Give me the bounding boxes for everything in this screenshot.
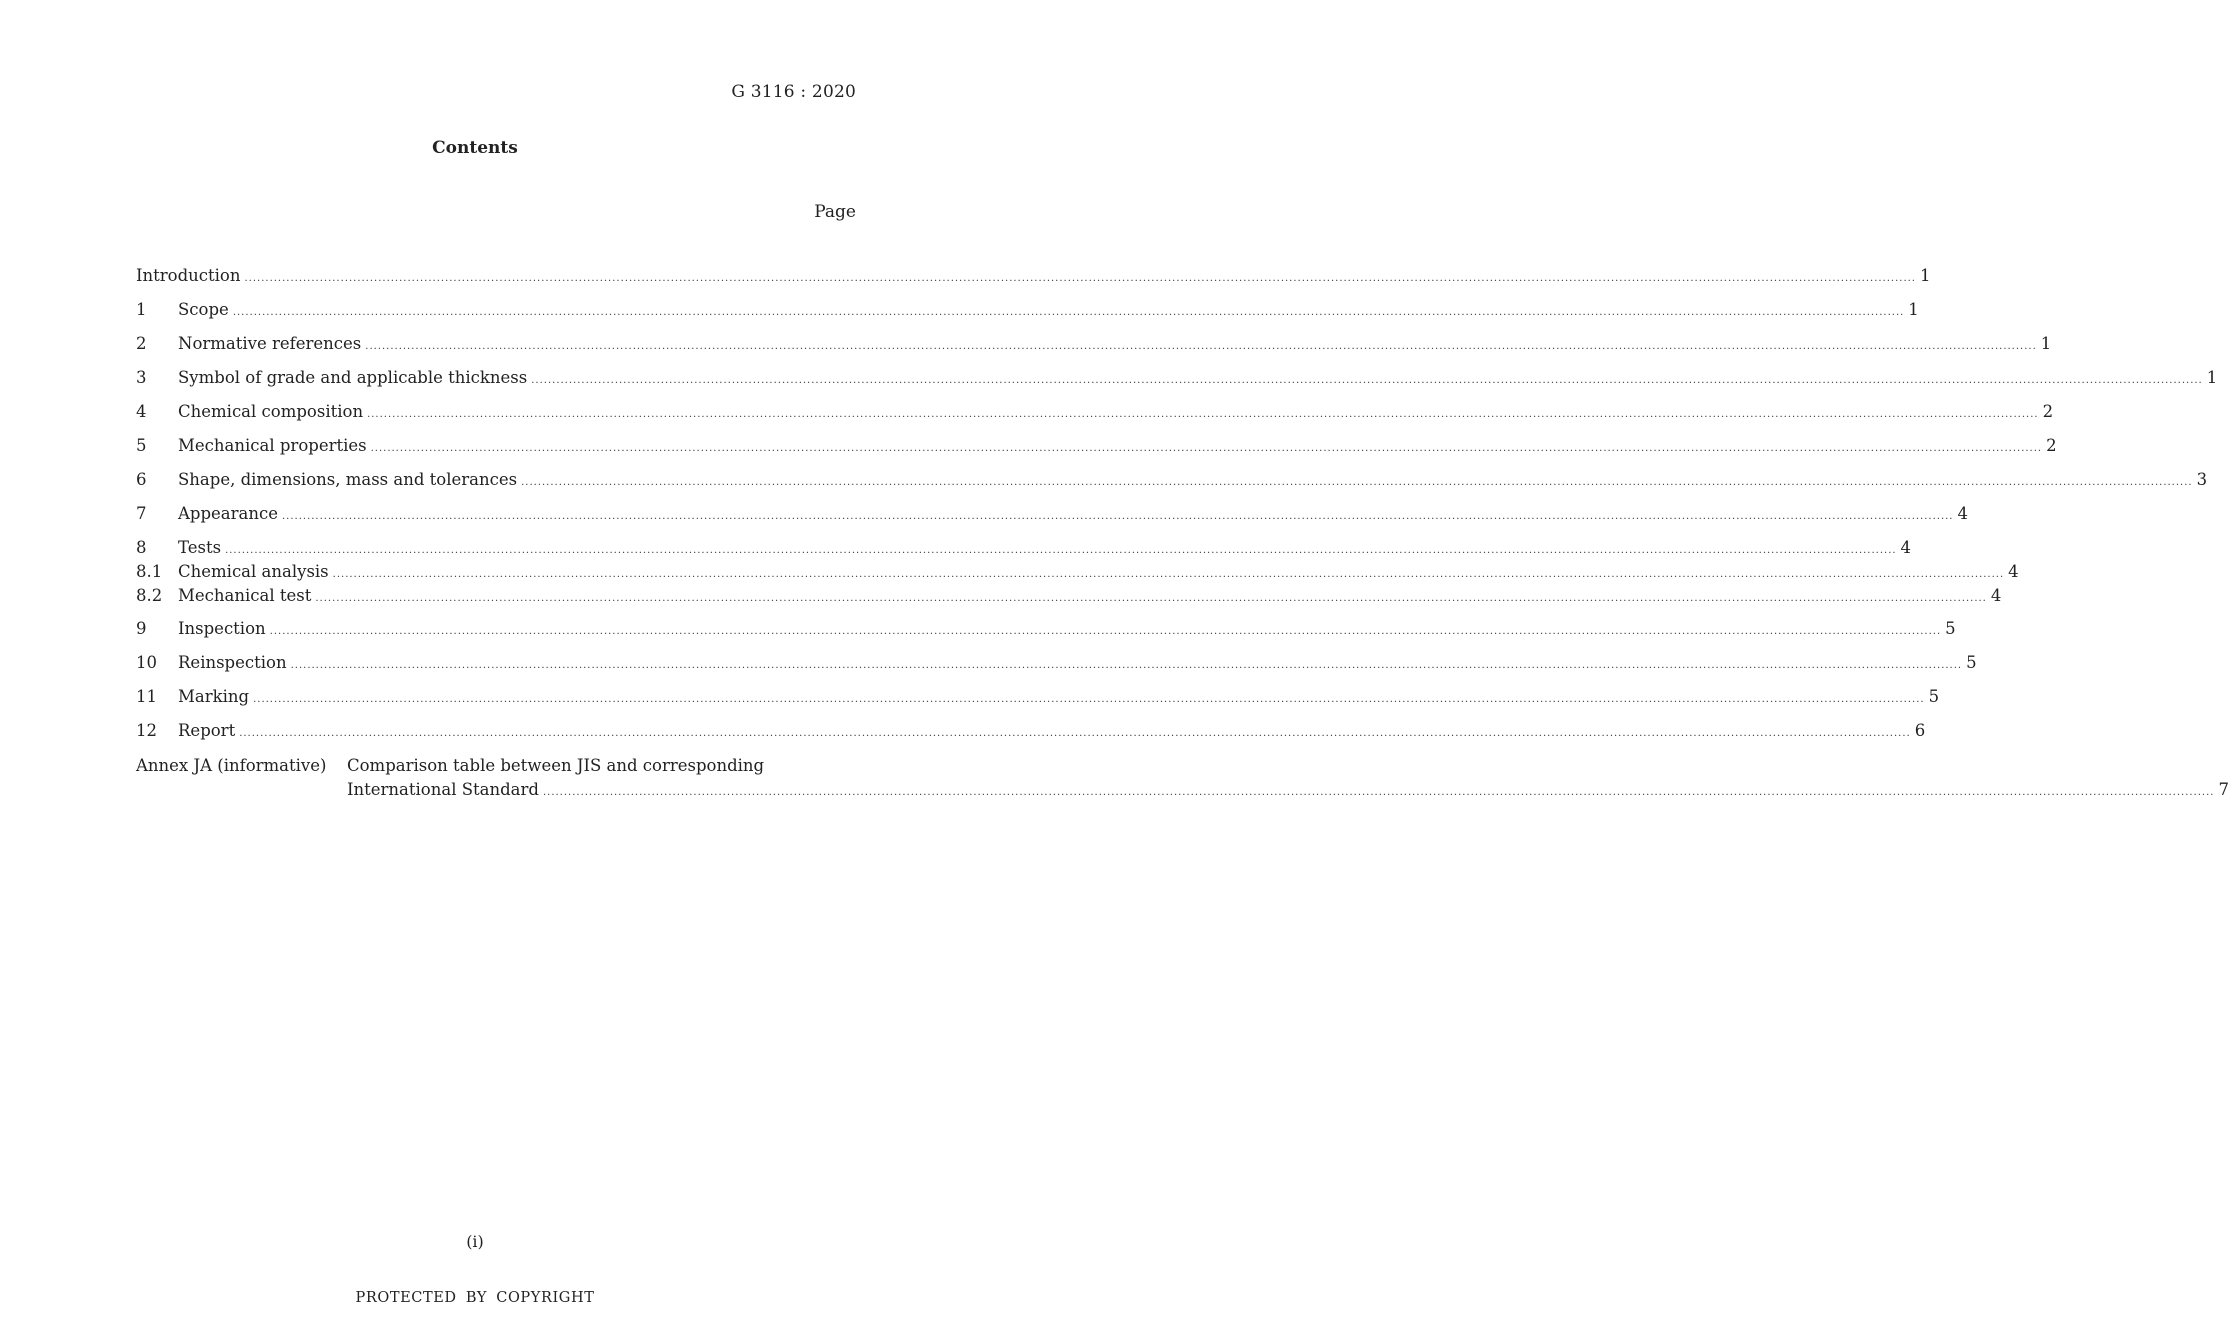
dot-leader: ................................................................................................................................................................................................................................................................................................................................................................................................................ (315, 593, 1987, 604)
toc-entry-number: 9 (136, 619, 147, 638)
dot-leader: ................................................................................................................................................................................................................................................................................................................................................................................................................ (282, 511, 1954, 522)
toc-entry-page: 5 (1966, 653, 1977, 672)
dot-leader: ................................................................................................................................................................................................................................................................................................................................................................................................................ (370, 443, 2043, 454)
toc-entry-title: Normative references (178, 333, 365, 355)
toc-entry-number: 3 (136, 368, 147, 387)
dot-leader: ................................................................................................................................................................................................................................................................................................................................................................................................................ (253, 694, 1925, 705)
annex-title-line1: Comparison table between JIS and corresponding (347, 756, 765, 775)
dot-leader: ................................................................................................................................................................................................................................................................................................................................................................................................................ (225, 545, 1897, 556)
toc-entry-number: 8 (136, 538, 147, 557)
toc-entry-title: Report (178, 720, 239, 742)
toc-entry-title: Tests (178, 537, 225, 559)
toc-entry-page: 6 (1914, 721, 1926, 740)
toc-entry-9[interactable] (136, 618, 1956, 640)
toc-entry-number: 2 (136, 334, 147, 353)
toc-entry-number: 10 (136, 653, 157, 672)
toc-entry-1[interactable] (136, 299, 1919, 321)
toc-entry-title: Chemical analysis (178, 561, 333, 583)
dot-leader: ................................................................................................................................................................................................................................................................................................................................................................................................................ (367, 409, 2039, 420)
toc-entry-title: Shape, dimensions, mass and tolerances (178, 469, 521, 491)
toc-entry-title: Reinspection (178, 652, 291, 674)
toc-entry-title: Chemical composition (178, 401, 367, 423)
toc-entry-5[interactable] (136, 435, 2057, 457)
toc-entry-page: 1 (1919, 266, 1931, 285)
toc-entry-8-1[interactable] (136, 561, 2019, 583)
toc-entry-page: 2 (2042, 402, 2054, 421)
dot-leader: ................................................................................................................................................................................................................................................................................................................................................................................................................ (365, 341, 2037, 352)
toc-entry-annex-ja[interactable] (136, 755, 843, 777)
toc-entry-page: 1 (2206, 368, 2218, 387)
dot-leader: ................................................................................................................................................................................................................................................................................................................................................................................................................ (239, 728, 1911, 739)
standard-code: G 3116 : 2020 (731, 82, 856, 102)
toc-entry-page: 4 (2008, 562, 2019, 581)
toc-entry-title: Mechanical test (178, 585, 315, 607)
toc-entry-title: Mechanical properties (178, 435, 371, 457)
dot-leader: ................................................................................................................................................................................................................................................................................................................................................................................................................ (542, 787, 2215, 798)
toc-entry-page: 7 (2218, 780, 2229, 799)
toc-entry-page: 5 (1928, 687, 1940, 706)
toc-entry-page: 1 (2040, 334, 2052, 353)
toc-entry-2[interactable] (136, 333, 2052, 355)
toc-entry-7[interactable] (136, 503, 1968, 525)
toc-entry-11[interactable] (136, 686, 1940, 708)
page-title: Contents (432, 138, 518, 158)
toc-entry-page: 4 (1957, 504, 1968, 523)
toc-entry-number: 7 (136, 504, 147, 523)
toc-entry-title: Marking (178, 686, 253, 708)
page-folio: (i) (466, 1232, 484, 1251)
toc-entry-number: 6 (136, 470, 147, 489)
toc-entry-3[interactable] (136, 367, 2218, 389)
toc-entry-number: 12 (136, 721, 157, 740)
toc-entry-6[interactable] (136, 469, 2208, 491)
toc-entry-title: Appearance (178, 503, 282, 525)
toc-entry-8[interactable] (136, 537, 1912, 559)
toc-entry-10[interactable] (136, 652, 1977, 674)
dot-leader: ................................................................................................................................................................................................................................................................................................................................................................................................................ (244, 273, 1916, 284)
toc-entry-12[interactable] (136, 720, 1926, 742)
toc-entry-page: 1 (1908, 300, 1919, 319)
toc-entry-page: 4 (1900, 538, 1912, 557)
toc-entry-number: 4 (136, 402, 147, 421)
dot-leader: ................................................................................................................................................................................................................................................................................................................................................................................................................ (290, 660, 1963, 671)
toc-entry-4[interactable] (136, 401, 2054, 423)
dot-leader: ................................................................................................................................................................................................................................................................................................................................................................................................................ (531, 375, 2203, 386)
toc-entry-number: 8.1 (136, 562, 163, 581)
toc-entry-title: Inspection (178, 618, 270, 640)
dot-leader: ................................................................................................................................................................................................................................................................................................................................................................................................................ (521, 477, 2193, 488)
copyright-notice: PROTECTED BY COPYRIGHT (355, 1290, 595, 1306)
toc-entry-title: Scope (178, 299, 233, 321)
toc-entry-title: Symbol of grade and applicable thickness (178, 367, 531, 389)
toc-entry-number: 5 (136, 436, 147, 455)
toc-entry-number: 8.2 (136, 586, 163, 605)
annex-title-line2: International Standard (347, 779, 543, 801)
dot-leader: ................................................................................................................................................................................................................................................................................................................................................................................................................ (232, 307, 1905, 318)
toc-entry-title: Introduction (136, 265, 245, 287)
toc-entry-introduction[interactable] (136, 265, 1931, 287)
toc-entry-number: 1 (136, 300, 147, 319)
toc-entry-number: 11 (136, 687, 157, 706)
toc-entry-page: 2 (2046, 436, 2057, 455)
annex-label: Annex JA (informative) (136, 756, 327, 775)
toc-entry-page: 4 (1990, 586, 2002, 605)
toc-entry-8-2[interactable] (136, 585, 2002, 607)
toc-entry-page: 3 (2196, 470, 2208, 489)
dot-leader: ................................................................................................................................................................................................................................................................................................................................................................................................................ (332, 569, 2005, 580)
toc-entry-annex-ja-continued[interactable] (136, 779, 2229, 801)
dot-leader: ................................................................................................................................................................................................................................................................................................................................................................................................................ (269, 626, 1942, 637)
toc-entry-page: 5 (1945, 619, 1956, 638)
page-column-label: Page (814, 202, 856, 222)
